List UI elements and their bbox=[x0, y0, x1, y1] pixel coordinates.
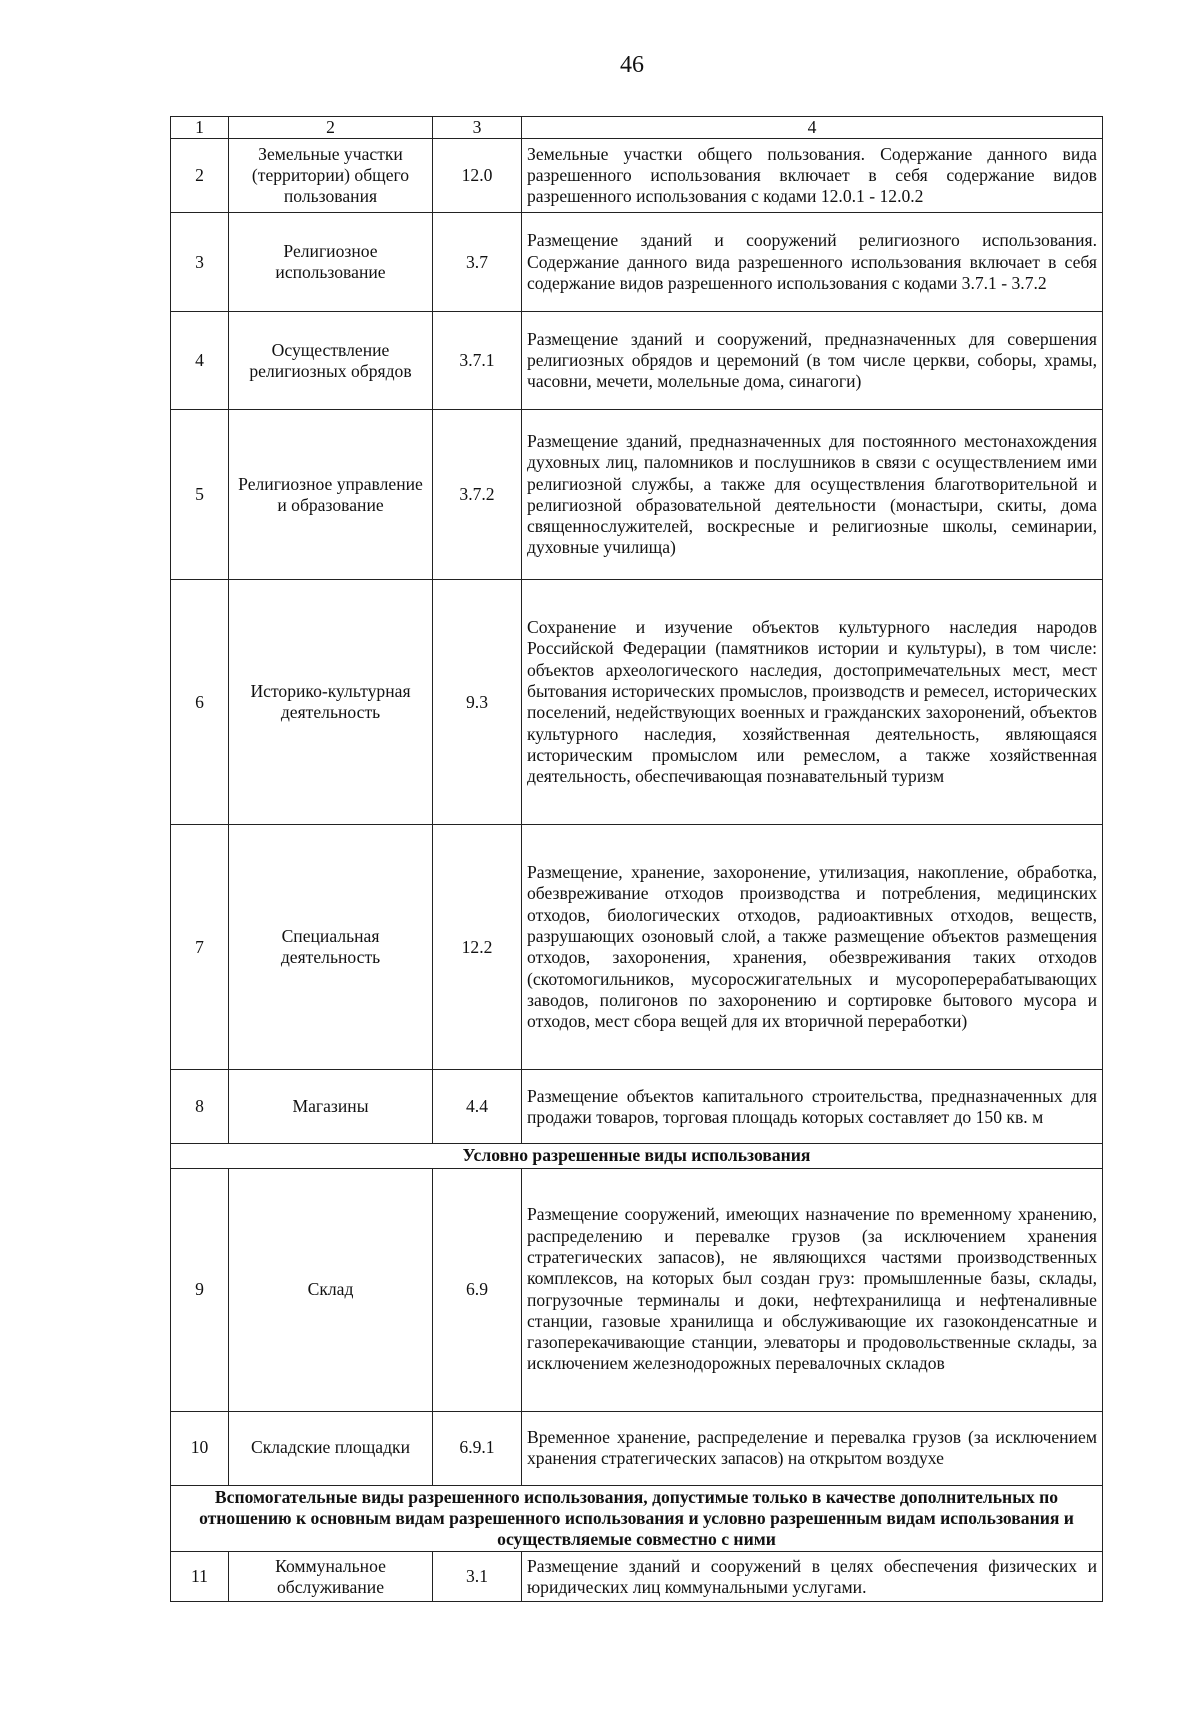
table-row bbox=[171, 1070, 1103, 1144]
section-title: Вспомогательные виды разрешенного использования, допустимые только в качестве дополнительных по отношению к основным видам разрешенного использования и условно разрешенным видам использования и осуществляемые совместно с ними bbox=[171, 1485, 1103, 1552]
table-row bbox=[171, 312, 1103, 410]
section-header-auxiliary bbox=[171, 1485, 1103, 1552]
use-description: Размещение сооружений, имеющих назначение по временному хранению, распределению и перевалке грузов (за исключением хранения стратегических запасов), не являющихся частями производственных комплексов, на которых был создан груз: промышленные базы, склады, погрузочные терминалы и доки, нефтехранилища и нефтеналивные станции, газовые хранилища и обслуживающие их газоконденсатные и газоперекачивающие станции, элеваторы и продовольственные склады, за исключением железнодорожных перевалочных складов bbox=[522, 1168, 1103, 1411]
table-header-row bbox=[171, 117, 1103, 139]
use-name: Складские площадки bbox=[229, 1411, 433, 1485]
row-number: 9 bbox=[171, 1168, 229, 1411]
use-code: 6.9 bbox=[433, 1168, 522, 1411]
use-code: 6.9.1 bbox=[433, 1411, 522, 1485]
table-row bbox=[171, 1168, 1103, 1411]
use-description: Земельные участки общего пользования. Содержание данного вида разрешенного использования включает в себя содержание видов разрешенного использования с кодами 12.0.1 - 12.0.2 bbox=[522, 139, 1103, 213]
header-cell: 2 bbox=[229, 117, 433, 139]
use-description: Временное хранение, распределение и перевалка грузов (за исключением хранения стратегических запасов) на открытом воздухе bbox=[522, 1411, 1103, 1485]
table-row bbox=[171, 580, 1103, 825]
header-cell: 3 bbox=[433, 117, 522, 139]
use-name: Историко-культурная деятельность bbox=[229, 580, 433, 825]
use-name: Магазины bbox=[229, 1070, 433, 1144]
table-row bbox=[171, 139, 1103, 213]
row-number: 10 bbox=[171, 1411, 229, 1485]
use-name: Религиозное управление и образование bbox=[229, 410, 433, 580]
use-name: Осуществление религиозных обрядов bbox=[229, 312, 433, 410]
use-name: Склад bbox=[229, 1168, 433, 1411]
use-description: Размещение, хранение, захоронение, утилизация, накопление, обработка, обезвреживание отходов производства и потребления, медицинских отходов, биологических отходов, радиоактивных отходов, веществ, разрушающих озоновый слой, а также размещение объектов размещения отходов, захоронения, хранения, обезвреживания таких отходов (скотомогильников, мусоросжигательных и мусороперерабатывающих заводов, полигонов по захоронению и сортировке бытового мусора и отходов, мест сбора вещей для их вторичной переработки) bbox=[522, 825, 1103, 1070]
use-code: 4.4 bbox=[433, 1070, 522, 1144]
use-description: Размещение зданий, предназначенных для постоянного местонахождения духовных лиц, паломников и послушников в связи с осуществлением ими религиозной службы, а также для осуществления благотворительной и религиозной образовательной деятельности (монастыри, скиты, дома священнослужителей, воскресные и религиозные школы, семинарии, духовные училища) bbox=[522, 410, 1103, 580]
table-row bbox=[171, 213, 1103, 312]
row-number: 6 bbox=[171, 580, 229, 825]
row-number: 11 bbox=[171, 1552, 229, 1602]
header-cell: 1 bbox=[171, 117, 229, 139]
row-number: 7 bbox=[171, 825, 229, 1070]
use-name: Коммунальное обслуживание bbox=[229, 1552, 433, 1602]
use-name: Земельные участки (территории) общего пользования bbox=[229, 139, 433, 213]
use-code: 9.3 bbox=[433, 580, 522, 825]
use-code: 3.7 bbox=[433, 213, 522, 312]
row-number: 3 bbox=[171, 213, 229, 312]
use-name: Религиозное использование bbox=[229, 213, 433, 312]
row-number: 4 bbox=[171, 312, 229, 410]
row-number: 2 bbox=[171, 139, 229, 213]
table-row bbox=[171, 410, 1103, 580]
table-row bbox=[171, 1552, 1103, 1602]
row-number: 5 bbox=[171, 410, 229, 580]
use-name: Специальная деятельность bbox=[229, 825, 433, 1070]
use-description: Размещение зданий и сооружений религиозного использования. Содержание данного вида разрешенного использования включает в себя содержание видов разрешенного использования с кодами 3.7.1 - 3.7.2 bbox=[522, 213, 1103, 312]
header-cell: 4 bbox=[522, 117, 1103, 139]
table-row bbox=[171, 1411, 1103, 1485]
use-description: Сохранение и изучение объектов культурного наследия народов Российской Федерации (памятников истории и культуры), в том числе: объектов археологического наследия, достопримечательных мест, мест бытования исторических промыслов, производств и ремесел, исторических поселений, недействующих военных и гражданских захоронений, объектов культурного наследия, хозяйственная деятельность, являющаяся историческим промыслом или ремеслом, а также хозяйственная деятельность, обеспечивающая познавательный туризм bbox=[522, 580, 1103, 825]
use-code: 12.0 bbox=[433, 139, 522, 213]
section-title: Условно разрешенные виды использования bbox=[171, 1144, 1103, 1168]
table-row bbox=[171, 825, 1103, 1070]
use-description: Размещение зданий и сооружений в целях обеспечения физических и юридических лиц коммунальными услугами. bbox=[522, 1552, 1103, 1602]
use-description: Размещение зданий и сооружений, предназначенных для совершения религиозных обрядов и церемоний (в том числе церкви, соборы, храмы, часовни, мечети, молельные дома, синагоги) bbox=[522, 312, 1103, 410]
use-code: 3.7.1 bbox=[433, 312, 522, 410]
use-code: 3.1 bbox=[433, 1552, 522, 1602]
page-number: 46 bbox=[620, 52, 644, 78]
section-header-conditional bbox=[171, 1144, 1103, 1168]
use-code: 3.7.2 bbox=[433, 410, 522, 580]
row-number: 8 bbox=[171, 1070, 229, 1144]
use-description: Размещение объектов капитального строительства, предназначенных для продажи товаров, торговая площадь которых составляет до 150 кв. м bbox=[522, 1070, 1103, 1144]
land-use-table bbox=[170, 116, 1103, 1602]
use-code: 12.2 bbox=[433, 825, 522, 1070]
